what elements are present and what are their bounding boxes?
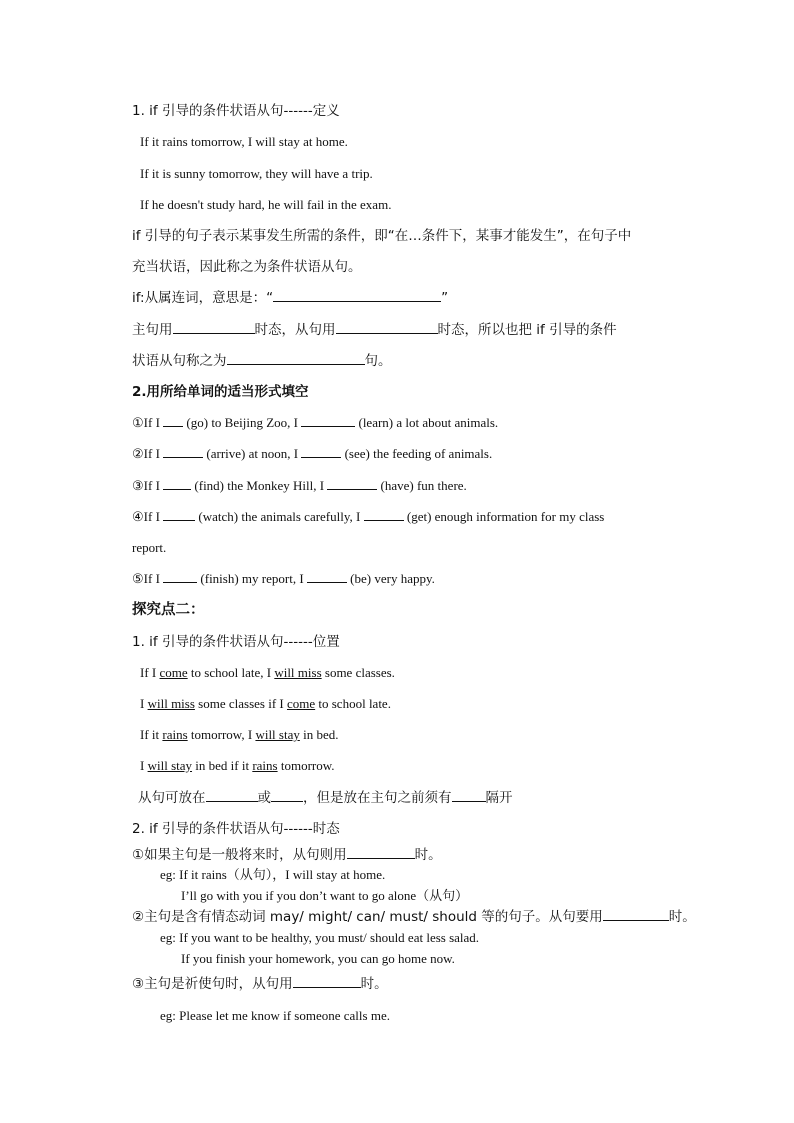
fill-blank[interactable] — [173, 322, 255, 334]
fill-blank[interactable] — [307, 571, 347, 583]
tense-rule-1-example-2: I’ll go with you if you don’t want to go alone（从句） — [181, 888, 469, 903]
definition-line-2: 充当状语，因此称之为条件状语从句。 — [132, 259, 362, 275]
fill-blank[interactable] — [327, 478, 377, 490]
fill-blank[interactable] — [336, 322, 438, 334]
position-example-1 — [140, 665, 395, 681]
text: if:从属连词，意思是：“ — [132, 290, 274, 306]
exercise-item-4 — [132, 509, 662, 525]
exercise-item-2 — [132, 446, 492, 462]
text: (watch) the animals carefully, I — [195, 509, 364, 524]
section4-title: 2. if 引导的条件状语从句------时态 — [132, 821, 340, 837]
text: (learn) a lot about animals. — [355, 415, 499, 430]
example-sentence: If it rains tomorrow, I will stay at home. — [140, 134, 348, 149]
text: (get) enough information for my class — [403, 509, 605, 524]
underlined-verb: will stay — [147, 758, 193, 773]
fill-blank[interactable] — [206, 790, 258, 802]
text: 时态，所以也把 if 引导的条件 — [437, 322, 617, 338]
section-heading: 探究点二： — [132, 602, 205, 618]
fill-blank[interactable] — [301, 415, 355, 427]
text: 时。 — [360, 976, 388, 992]
text: to school late. — [315, 696, 391, 711]
text: (go) to Beijing Zoo, I — [183, 415, 302, 430]
position-example-3 — [140, 727, 339, 743]
fill-blank[interactable] — [163, 478, 191, 490]
text: ②If I — [132, 446, 164, 461]
fill-blank[interactable] — [227, 353, 365, 365]
underlined-verb: rains — [162, 727, 188, 742]
fill-blank[interactable] — [271, 790, 303, 802]
section3-title: 1. if 引导的条件状语从句------位置 — [132, 634, 340, 650]
text: ②主句是含有情态动词 may/ might/ can/ must/ should 等的句子。从句要用 — [132, 909, 603, 925]
fill-blank[interactable] — [163, 415, 183, 427]
tense-line — [132, 322, 617, 338]
text: ①如果主句是一般将来时，从句则用 — [132, 847, 347, 863]
text: (arrive) at noon, I — [203, 446, 302, 461]
clause-name-line — [132, 353, 392, 369]
text: ⑤If I — [132, 571, 164, 586]
tense-rule-1-example-1: eg: If it rains（从句），I will stay at home. — [160, 867, 386, 882]
exercise-item-1 — [132, 415, 498, 431]
section1-title: 1. if 引导的条件状语从句------定义 — [132, 103, 340, 119]
position-example-4 — [140, 758, 335, 774]
text: If it — [140, 727, 163, 742]
text: to school late, I — [187, 665, 275, 680]
text: ，但是放在主句之前须有 — [303, 790, 452, 806]
text: (have) fun there. — [377, 478, 467, 493]
fill-blank[interactable] — [603, 909, 669, 921]
exercise-item-4-cont: report. — [132, 540, 167, 555]
underlined-verb: will miss — [274, 665, 322, 680]
exercise-item-5 — [132, 571, 435, 587]
fill-blank[interactable] — [347, 847, 415, 859]
text: (be) very happy. — [346, 571, 435, 586]
tense-rule-2-example-2: If you finish your homework, you can go home now. — [181, 951, 455, 966]
if-meaning-line — [132, 290, 448, 306]
tense-rule-3 — [132, 976, 388, 992]
underlined-verb: come — [286, 696, 316, 711]
text: in bed if it — [192, 758, 253, 773]
fill-blank[interactable] — [273, 290, 441, 302]
text: some classes. — [321, 665, 395, 680]
text: ” — [441, 290, 449, 306]
underlined-verb: come — [159, 665, 188, 680]
underlined-verb: rains — [252, 758, 278, 773]
text: 隔开 — [485, 790, 513, 806]
text: (see) the feeding of animals. — [341, 446, 493, 461]
fill-blank[interactable] — [452, 790, 486, 802]
tense-rule-3-example-1: eg: Please let me know if someone calls me. — [160, 1008, 390, 1023]
example-sentence: If it is sunny tomorrow, they will have a trip. — [140, 166, 373, 181]
exercise-item-3 — [132, 478, 467, 494]
definition-line-1: if 引导的句子表示某事发生所需的条件，即“在…条件下，某事才能发生”，在句子中 — [132, 228, 632, 244]
text: ③If I — [132, 478, 164, 493]
underlined-verb: will stay — [255, 727, 300, 742]
tense-rule-2 — [132, 909, 696, 925]
text: in bed. — [299, 727, 339, 742]
text: 时态，从句用 — [254, 322, 336, 338]
text: 句。 — [364, 353, 392, 369]
underlined-verb: will miss — [147, 696, 195, 711]
text: ④If I — [132, 509, 164, 524]
text: some classes if I — [194, 696, 287, 711]
section2-title: 2.用所给单词的适当形式填空 — [132, 384, 309, 400]
example-sentence: If he doesn't study hard, he will fail in the exam. — [140, 197, 392, 212]
position-rule-line — [138, 790, 513, 806]
fill-blank[interactable] — [293, 976, 361, 988]
fill-blank[interactable] — [301, 446, 341, 458]
text: ①If I — [132, 415, 164, 430]
text: 状语从句称之为 — [132, 353, 227, 369]
tense-rule-2-example-1: eg: If you want to be healthy, you must/ should eat less salad. — [160, 930, 480, 945]
text: ③主句是祈使句时，从句用 — [132, 976, 293, 992]
text: tomorrow. — [277, 758, 335, 773]
text: 时。 — [414, 847, 442, 863]
text: 时。 — [668, 909, 696, 925]
text: tomorrow, I — [187, 727, 256, 742]
text: I — [140, 696, 148, 711]
text: 或 — [257, 790, 271, 806]
text: (find) the Monkey Hill, I — [191, 478, 328, 493]
position-example-2 — [140, 696, 391, 712]
fill-blank[interactable] — [364, 509, 404, 521]
fill-blank[interactable] — [163, 509, 195, 521]
text: If I — [140, 665, 160, 680]
fill-blank[interactable] — [163, 571, 197, 583]
tense-rule-1 — [132, 847, 442, 863]
text: (finish) my report, I — [197, 571, 307, 586]
text: 从句可放在 — [138, 790, 206, 806]
text: 主句用 — [132, 322, 173, 338]
text: I — [140, 758, 148, 773]
fill-blank[interactable] — [163, 446, 203, 458]
